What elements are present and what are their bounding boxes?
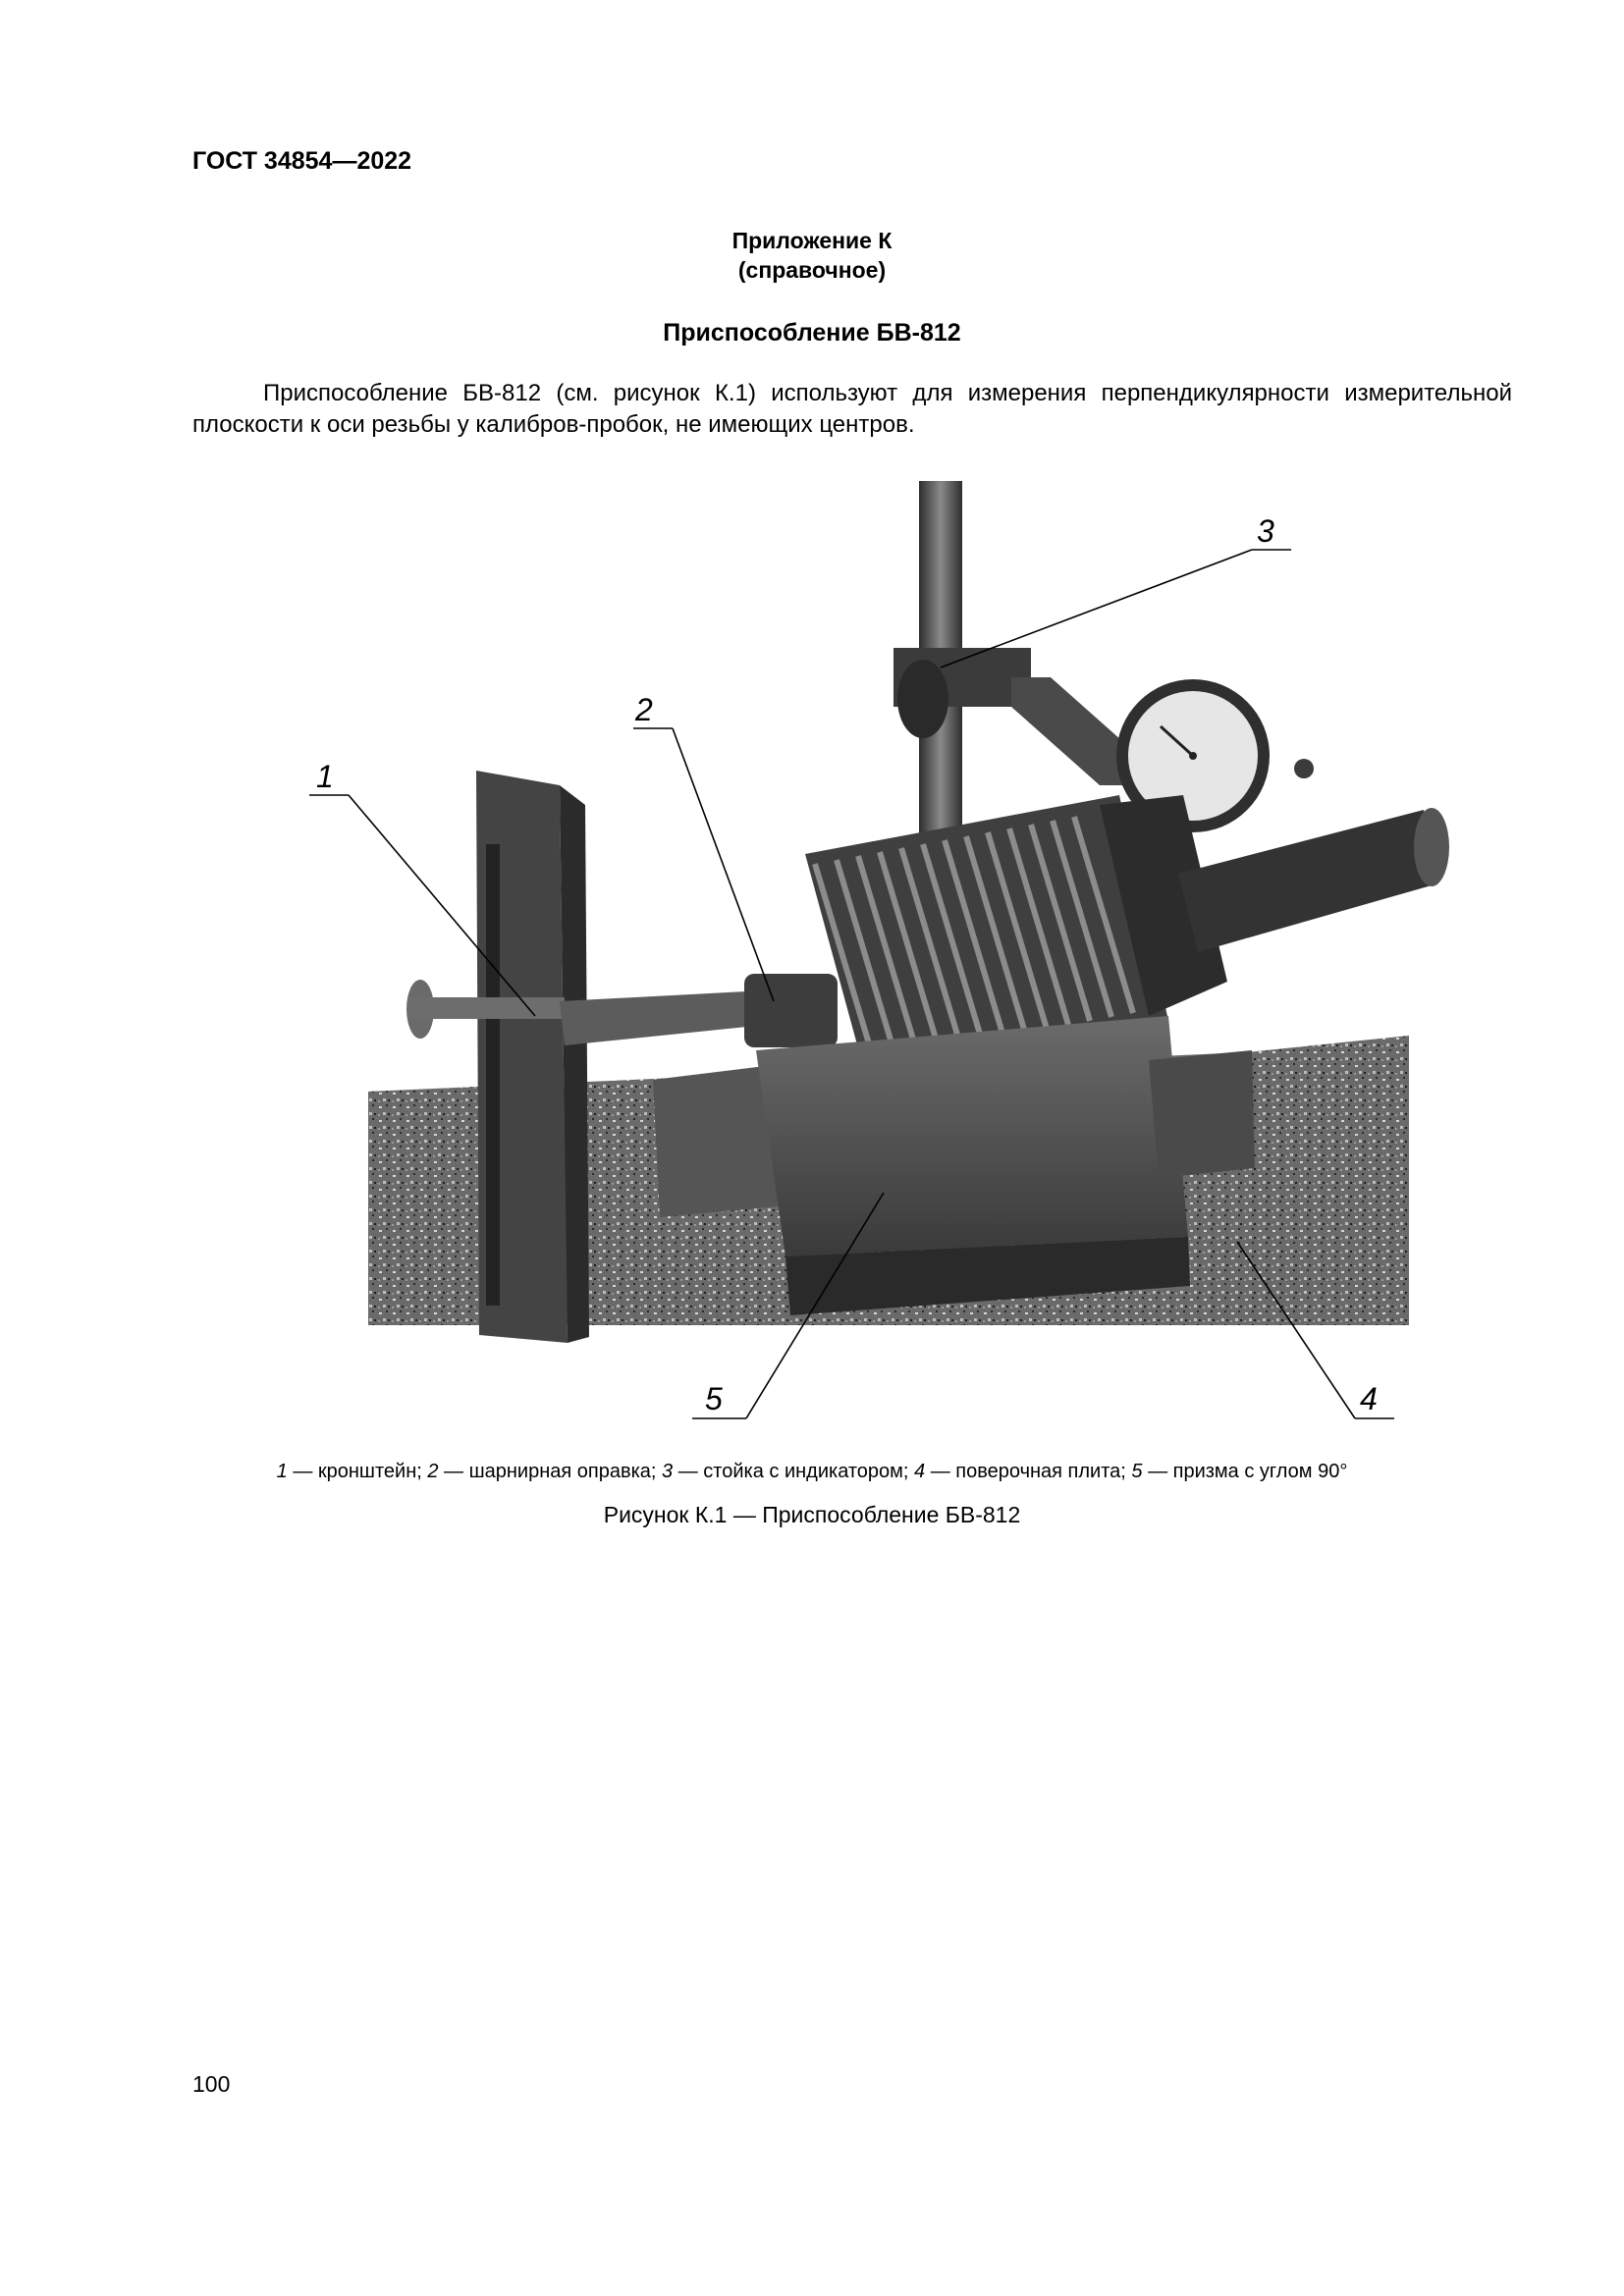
callout-4: 4	[1360, 1381, 1378, 1416]
page-number: 100	[192, 2071, 231, 2097]
body-paragraph: Приспособление БВ-812 (см. рисунок К.1) используют для измерения перпендикулярности измерительной плоскости к оси резьбы у калибров-пробок, не имеющих центров.	[192, 380, 1512, 438]
callout-5: 5	[705, 1381, 723, 1416]
legend-item: 4 — поверочная плита;	[914, 1461, 1132, 1482]
hinged-arbor	[560, 991, 756, 1045]
document-header: ГОСТ 34854—2022	[192, 147, 412, 175]
callout-3: 3	[1257, 513, 1274, 549]
appendix-title: Приложение К	[731, 228, 893, 253]
section-title: Приспособление БВ-812	[663, 319, 961, 347]
figure-caption: Рисунок К.1 — Приспособление БВ-812	[603, 1502, 1021, 1527]
gauge-handle	[1178, 810, 1438, 952]
legend-item: 2 — шарнирная оправка;	[427, 1461, 663, 1482]
callout-2: 2	[635, 692, 653, 727]
figure-legend	[0, 1461, 1624, 1483]
appendix-subtitle: (справочное)	[737, 257, 887, 283]
fixture-drawing	[295, 471, 1473, 1433]
legend-item: 1 — кронштейн;	[276, 1461, 428, 1482]
callout-1: 1	[316, 759, 334, 794]
figure-illustration	[295, 471, 1473, 1433]
legend-item: 5 — призма с углом 90°	[1131, 1461, 1348, 1482]
legend-item: 3 — стойка с индикатором;	[662, 1461, 915, 1482]
